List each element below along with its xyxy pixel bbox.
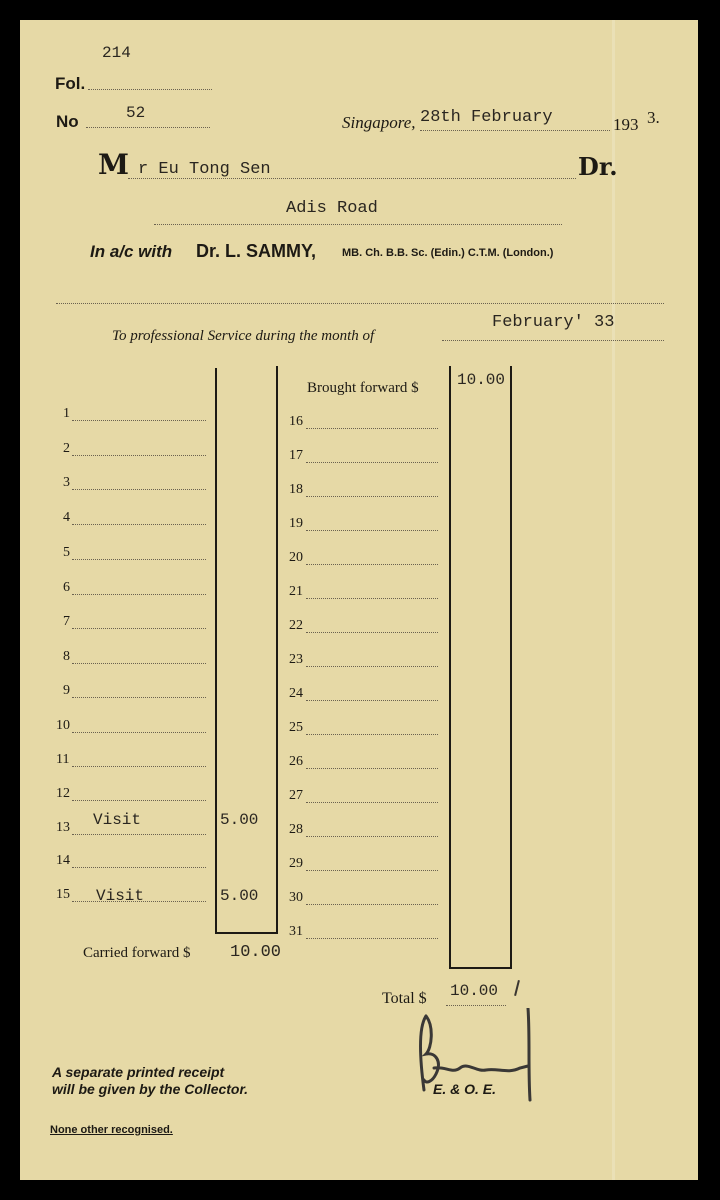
right-amount-column-right-border xyxy=(510,366,512,969)
day-label: 25 xyxy=(289,720,303,735)
separator-dotted-line xyxy=(56,303,664,304)
day-label: 22 xyxy=(289,618,303,633)
row-dotted-line xyxy=(72,420,206,421)
day-label: 29 xyxy=(289,856,303,871)
practitioner-qualifications: MB. Ch. B.B. Sc. (Edin.) C.T.M. (London.) xyxy=(342,247,554,259)
day-label: 15 xyxy=(56,887,70,902)
row-dotted-line xyxy=(306,564,438,565)
day-label: 6 xyxy=(63,580,70,595)
address-dotted-line xyxy=(154,224,562,225)
patient-address: Adis Road xyxy=(286,199,378,218)
patient-name: r Eu Tong Sen xyxy=(138,160,271,179)
day-label: 28 xyxy=(289,822,303,837)
brought-forward-value: 10.00 xyxy=(457,371,506,389)
carried-forward-label: Carried forward $ xyxy=(83,945,191,961)
day-label: 1 xyxy=(63,406,70,421)
row-dotted-line xyxy=(72,455,206,456)
day-label: 17 xyxy=(289,448,303,463)
row-dotted-line xyxy=(72,628,206,629)
receipt-notice-line1: A separate printed receipt xyxy=(52,1064,225,1080)
day-label: 13 xyxy=(56,820,70,835)
none-other-recognised: None other recognised. xyxy=(50,1124,173,1136)
row-dotted-line xyxy=(306,700,438,701)
row-dotted-line xyxy=(306,768,438,769)
year-suffix: 3. xyxy=(647,108,660,127)
day-label: 11 xyxy=(56,752,70,767)
number-label: No xyxy=(56,112,79,131)
day-label: 8 xyxy=(63,649,70,664)
row-dotted-line xyxy=(306,428,438,429)
day-label: 14 xyxy=(56,853,70,868)
row-dotted-line xyxy=(72,697,206,698)
patient-dotted-line xyxy=(128,178,576,179)
day-label: 4 xyxy=(63,510,70,525)
errors-omissions-label: E. & O. E. xyxy=(433,1081,497,1097)
day-label: 10 xyxy=(56,718,70,733)
service-label: To professional Service during the month of xyxy=(112,328,375,344)
day-label: 31 xyxy=(289,924,303,939)
year-prefix: 193 xyxy=(613,115,639,134)
row-dotted-line xyxy=(72,834,206,835)
folio-number: 214 xyxy=(102,44,131,62)
row-dotted-line xyxy=(72,732,206,733)
row-dotted-line xyxy=(306,496,438,497)
day-label: 24 xyxy=(289,686,303,701)
place-label: Singapore, xyxy=(342,113,416,132)
total-value: 10.00 xyxy=(450,982,499,1000)
day-label: 5 xyxy=(63,545,70,560)
carried-forward-value: 10.00 xyxy=(230,943,282,962)
date-value: 28th February xyxy=(420,108,553,127)
left-amount-column-left-border xyxy=(215,368,217,934)
day-label: 3 xyxy=(63,475,70,490)
row-dotted-line xyxy=(72,663,206,664)
row-amount: 5.00 xyxy=(220,811,259,829)
total-dotted-line xyxy=(446,1005,506,1006)
row-dotted-line xyxy=(72,489,206,490)
right-amount-column-left-border xyxy=(449,366,451,969)
day-label: 18 xyxy=(289,482,303,497)
folio-dotted-line xyxy=(88,89,212,90)
row-dotted-line xyxy=(306,734,438,735)
receipt-notice-line2: will be given by the Collector. xyxy=(52,1081,249,1097)
folio-label: Fol. xyxy=(55,74,86,93)
debtor-label: Dr. xyxy=(578,152,618,181)
day-label: 21 xyxy=(289,584,303,599)
day-label: 19 xyxy=(289,516,303,531)
left-amount-column-bottom xyxy=(215,932,278,934)
day-label: 27 xyxy=(289,788,303,803)
number-value: 52 xyxy=(126,104,146,122)
day-label: 16 xyxy=(289,414,303,429)
row-dotted-line xyxy=(72,524,206,525)
left-amount-column-right-border xyxy=(276,366,278,934)
day-label: 26 xyxy=(289,754,303,769)
row-dotted-line xyxy=(306,666,438,667)
row-dotted-line xyxy=(72,559,206,560)
total-label: Total $ xyxy=(382,990,427,1007)
row-dotted-line xyxy=(306,836,438,837)
row-dotted-line xyxy=(72,594,206,595)
account-prefix: In a/c with xyxy=(90,242,173,261)
row-dotted-line xyxy=(306,462,438,463)
brought-forward-label: Brought forward $ xyxy=(307,380,419,396)
row-dotted-line xyxy=(306,530,438,531)
month-dotted-line xyxy=(442,340,664,341)
row-dotted-line xyxy=(306,632,438,633)
day-label: 20 xyxy=(289,550,303,565)
row-item: Visit xyxy=(96,887,145,905)
row-dotted-line xyxy=(72,800,206,801)
day-label: 2 xyxy=(63,441,70,456)
number-dotted-line xyxy=(86,127,210,128)
row-dotted-line xyxy=(306,802,438,803)
row-amount: 5.00 xyxy=(220,887,259,905)
day-label: 30 xyxy=(289,890,303,905)
day-label: 9 xyxy=(63,683,70,698)
day-label: 7 xyxy=(63,614,70,629)
practitioner-name: Dr. L. SAMMY, xyxy=(196,241,317,261)
day-label: 12 xyxy=(56,786,70,801)
date-dotted-line xyxy=(420,130,610,131)
paper-fold-line xyxy=(612,20,615,1180)
day-label: 23 xyxy=(289,652,303,667)
row-item: Visit xyxy=(93,811,142,829)
row-dotted-line xyxy=(306,938,438,939)
row-dotted-line xyxy=(306,904,438,905)
row-dotted-line xyxy=(306,870,438,871)
row-dotted-line xyxy=(306,598,438,599)
row-dotted-line xyxy=(72,766,206,767)
service-month: February' 33 xyxy=(492,313,615,332)
salutation-initial: M xyxy=(98,148,129,181)
right-amount-column-bottom xyxy=(449,967,512,969)
row-dotted-line xyxy=(72,867,206,868)
invoice-paper xyxy=(20,20,698,1180)
